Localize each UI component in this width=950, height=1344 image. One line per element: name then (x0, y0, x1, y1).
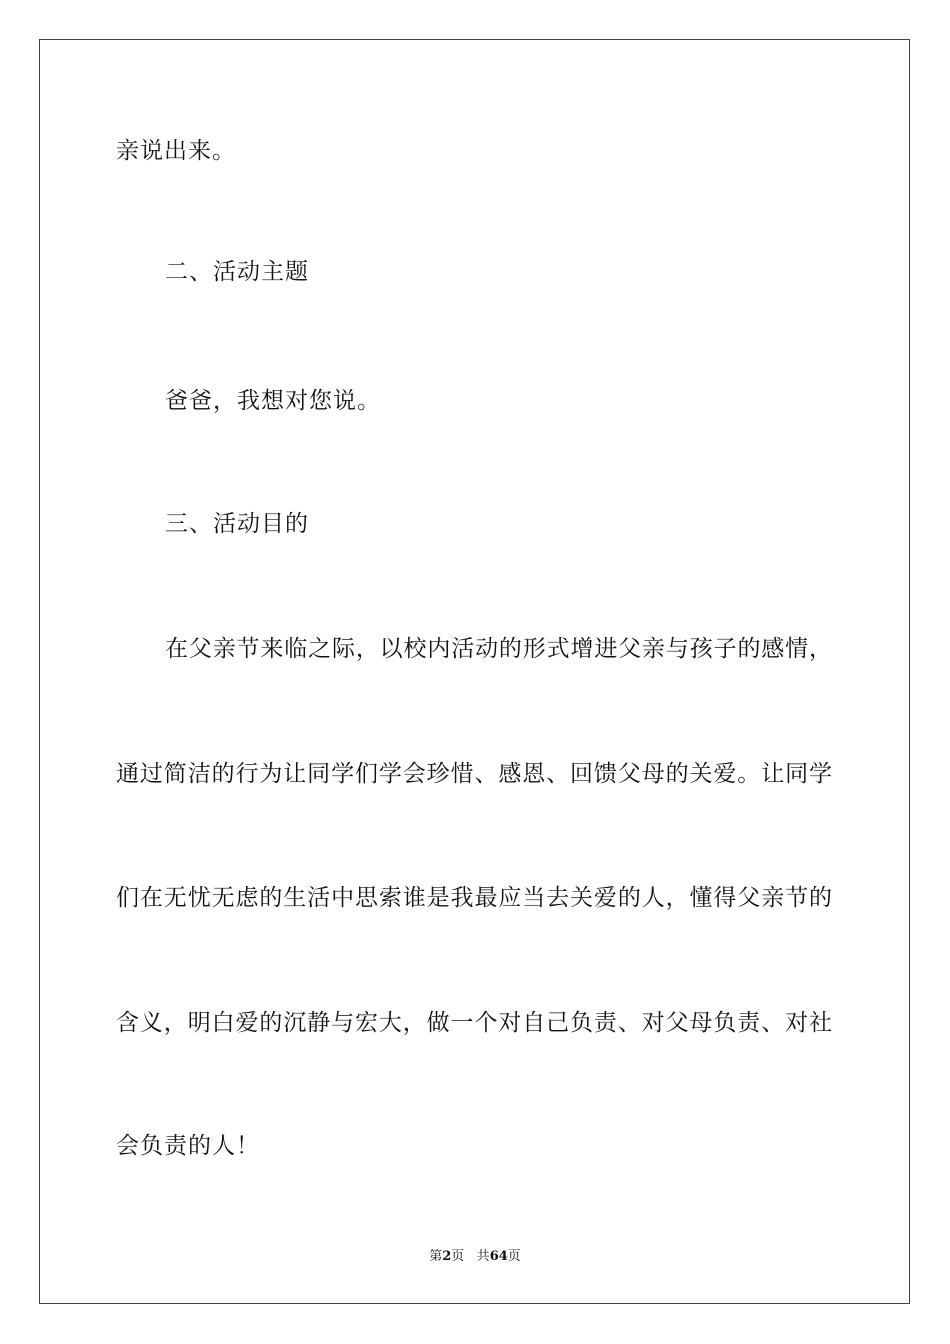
body-text-line: 亲说出来。 (116, 138, 236, 164)
body-text-line: 们在无忧无虑的生活中思索谁是我最应当去关爱的人，懂得父亲节的 (116, 885, 832, 911)
body-text-line: 含义，明白爱的沉静与宏大，做一个对自己负责、对父母负责、对社 (116, 1010, 832, 1036)
page-footer (0, 1248, 950, 1266)
section-heading-purpose: 三、活动目的 (165, 511, 309, 537)
body-text-line: 通过简洁的行为让同学们学会珍惜、感恩、回馈父母的关爱。让同学 (116, 761, 832, 787)
total-pages: 64 (489, 1249, 508, 1264)
body-text-line: 会负责的人！ (116, 1133, 260, 1159)
section-heading-theme: 二、活动主题 (165, 259, 309, 285)
body-text-line: 在父亲节来临之际，以校内活动的形式增进父亲与孩子的感情， (165, 636, 832, 662)
page-suffix: 页 (451, 1249, 465, 1264)
theme-text: 爸爸，我想对您说。 (165, 388, 381, 414)
total-prefix: 共 (476, 1249, 490, 1264)
page-number: 2 (442, 1249, 452, 1264)
page-prefix: 第 (429, 1249, 443, 1264)
page-frame (39, 39, 910, 1304)
total-suffix: 页 (507, 1249, 521, 1264)
